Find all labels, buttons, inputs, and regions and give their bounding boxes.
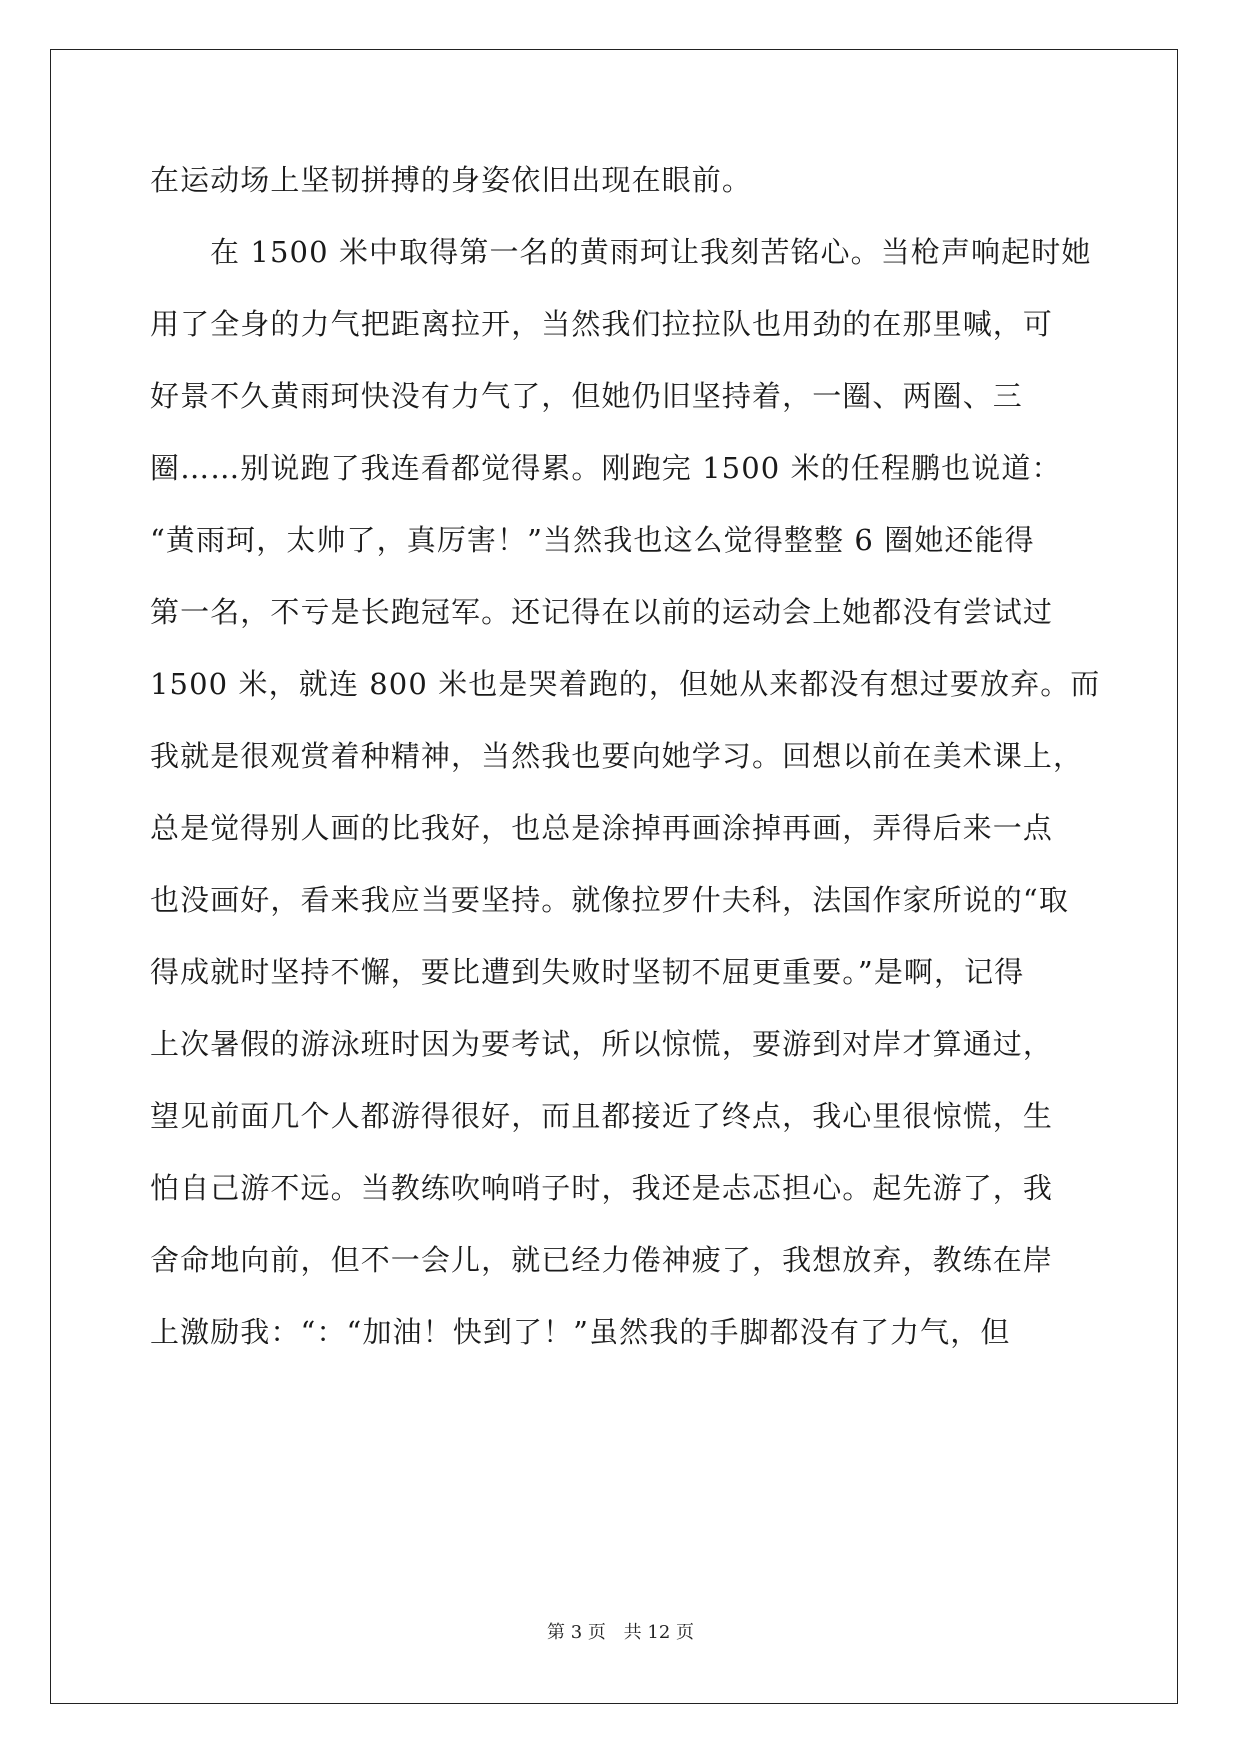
text-line: 舍命地向前，但不一会儿，就已经力倦神疲了，我想放弃，教练在岸 bbox=[150, 1243, 1054, 1277]
text-line: 怕自己游不远。当教练吹响哨子时，我还是忐忑担心。起先游了，我 bbox=[150, 1171, 1054, 1205]
text-line: 在运动场上坚韧拼搏的身姿依旧出现在眼前。 bbox=[150, 163, 753, 197]
page-border bbox=[50, 49, 1178, 1704]
page-footer bbox=[0, 1621, 1241, 1645]
text-line: 第一名，不亏是长跑冠军。还记得在以前的运动会上她都没有尝试过 bbox=[150, 595, 1054, 629]
text-line: 也没画好，看来我应当要坚持。就像拉罗什夫科，法国作家所说的“取 bbox=[150, 883, 1069, 917]
text-line: 我就是很观赏着种精神，当然我也要向她学习。回想以前在美术课上， bbox=[150, 739, 1084, 773]
text-line: 好景不久黄雨珂快没有力气了，但她仍旧坚持着，一圈、两圈、三 bbox=[150, 379, 1023, 413]
text-line: 用了全身的力气把距离拉开，当然我们拉拉队也用劲的在那里喊，可 bbox=[150, 307, 1054, 341]
text-line: 得成就时坚持不懈，要比遭到失败时坚韧不屈更重要。”是啊，记得 bbox=[150, 955, 1025, 989]
text-line: 望见前面几个人都游得很好，而且都接近了终点，我心里很惊慌，生 bbox=[150, 1099, 1054, 1133]
text-line: 1500 米，就连 800 米也是哭着跑的，但她从来都没有想过要放弃。而 bbox=[150, 667, 1101, 701]
text-line: “黄雨珂，太帅了，真厉害！”当然我也这么觉得整整 6 圈她还能得 bbox=[150, 523, 1035, 557]
page-total: 共 12 页 bbox=[623, 1622, 694, 1643]
page-number: 第 3 页 bbox=[547, 1622, 606, 1643]
text-line: 总是觉得别人画的比我好，也总是涂掉再画涂掉再画，弄得后来一点 bbox=[150, 811, 1054, 845]
text-line: 上次暑假的游泳班时因为要考试，所以惊慌，要游到对岸才算通过， bbox=[150, 1027, 1054, 1061]
text-line: 圈……别说跑了我连看都觉得累。刚跑完 1500 米的任程鹏也说道： bbox=[150, 451, 1062, 485]
text-line: 在 1500 米中取得第一名的黄雨珂让我刻苦铭心。当枪声响起时她 bbox=[210, 235, 1092, 269]
text-line: 上激励我：“：“加油！快到了！”虽然我的手脚都没有了力气，但 bbox=[150, 1315, 1011, 1349]
